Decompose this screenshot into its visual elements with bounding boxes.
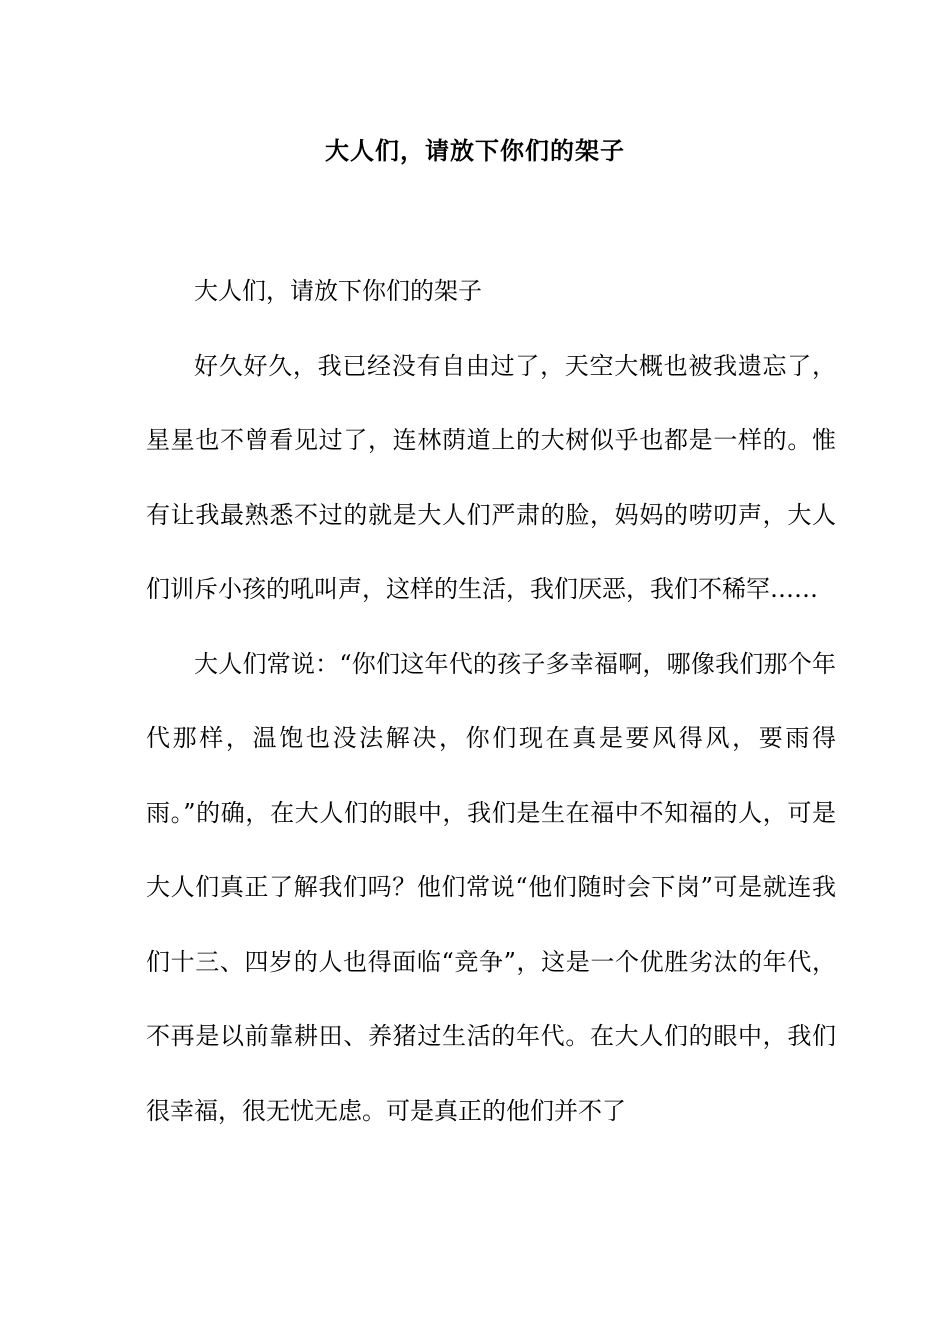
- document-body: [146, 254, 836, 1148]
- paragraph-subtitle: 大人们，请放下你们的架子: [194, 277, 482, 305]
- paragraph: 好久好久，我已经没有自由过了，天空大概也被我遗忘了，星星也不曾看见过了，连林荫道上的大树似乎也都是一样的。惟有让我最熟悉不过的就是大人们严肃的脸，妈妈的唠叨声，大人们训斥小孩的吼叫声，这样的生活，我们厌恶，我们不稀罕……: [146, 351, 836, 603]
- paragraph: 大人们常说：“你们这年代的孩子多幸福啊，哪像我们那个年代那样，温饱也没法解决，你们现在真是要风得风，要雨得雨。”的确，在大人们的眼中，我们是生在福中不知福的人，可是大人们真正了解我们吗？他们常说“他们随时会下岗”可是就连我们十三、四岁的人也得面临“竞争”，这是一个优胜劣汰的年代，不再是以前靠耕田、养猪过生活的年代。在大人们的眼中，我们很幸福，很无忧无虑。可是真正的他们并不了: [146, 649, 836, 1125]
- document-title: 大人们，请放下你们的架子: [325, 136, 625, 165]
